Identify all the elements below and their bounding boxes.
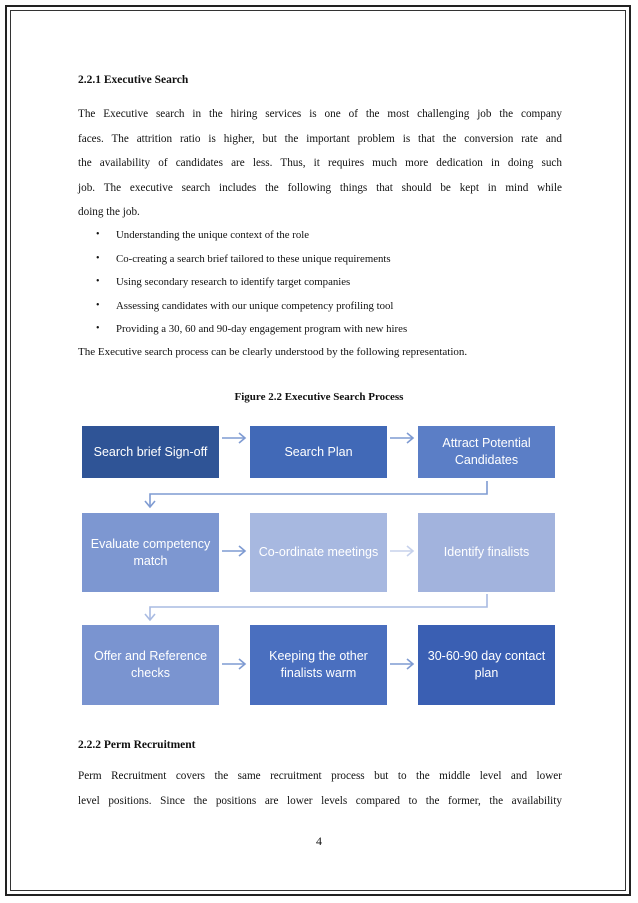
figure-caption: Figure 2.2 Executive Search Process [234,391,404,403]
step-label: 30-60-90 day contact plan [427,649,546,680]
section-heading-executive-search: 2.2.1 Executive Search [78,74,189,86]
closing-sentence: The Executive search process can be clearly understood by the following representation. [78,346,468,358]
page-number: 4 [316,834,322,848]
step-label: Co-ordinate meetings [258,545,379,559]
bullet-icon: • [96,323,100,335]
list-item: • Understanding the unique context of the role [96,225,407,249]
paragraph-line: the availability of candidates are less. Thus, it requires much more dedication in doing such [78,157,562,169]
bullet-icon: • [96,252,100,264]
step-label: Keeping the other finalists warm [269,649,368,680]
paragraph-line: doing the job. [78,206,140,218]
section-heading-perm-recruitment: 2.2.2 Perm Recruitment [78,739,196,751]
list-item: • Assessing candidates with our unique competency profiling tool [96,296,407,320]
paragraph-line: job. The executive search includes the following things that should be kept in mind while [78,181,562,194]
paragraph-line: The Executive search in the hiring services is one of the most challenging job the company [78,108,562,120]
list-item: • Using secondary research to identify target companies [96,272,407,296]
step-label: Evaluate competency match [90,536,211,568]
paragraph-line: Perm Recruitment covers the same recruitment process but to the middle level and lower [78,770,562,782]
bullet-icon: • [96,276,100,288]
step-label: Search Plan [284,444,353,459]
list-item: • Co-creating a search brief tailored to these unique requirements [96,249,407,273]
connector-arrow-icon [150,481,487,506]
step-label: Attract Potential Candidates [442,436,531,467]
step-label: Search brief Sign-off [93,444,208,459]
connector-arrow-icon [150,594,487,619]
bullet-icon: • [96,229,100,240]
step-label: Identify finalists [443,545,530,559]
bullet-icon: • [96,299,100,311]
paragraph-line: faces. The attrition ratio is higher, but the important problem is that the conversion rate and [78,132,562,145]
list-item: • Providing a 30, 60 and 90-day engagement program with new hires [96,319,407,343]
perm-recruitment-paragraph [78,764,562,813]
paragraph-line: level positions. Since the positions are lower levels compared to the former, the availability [78,794,562,807]
step-label: Offer and Reference checks [93,649,208,680]
